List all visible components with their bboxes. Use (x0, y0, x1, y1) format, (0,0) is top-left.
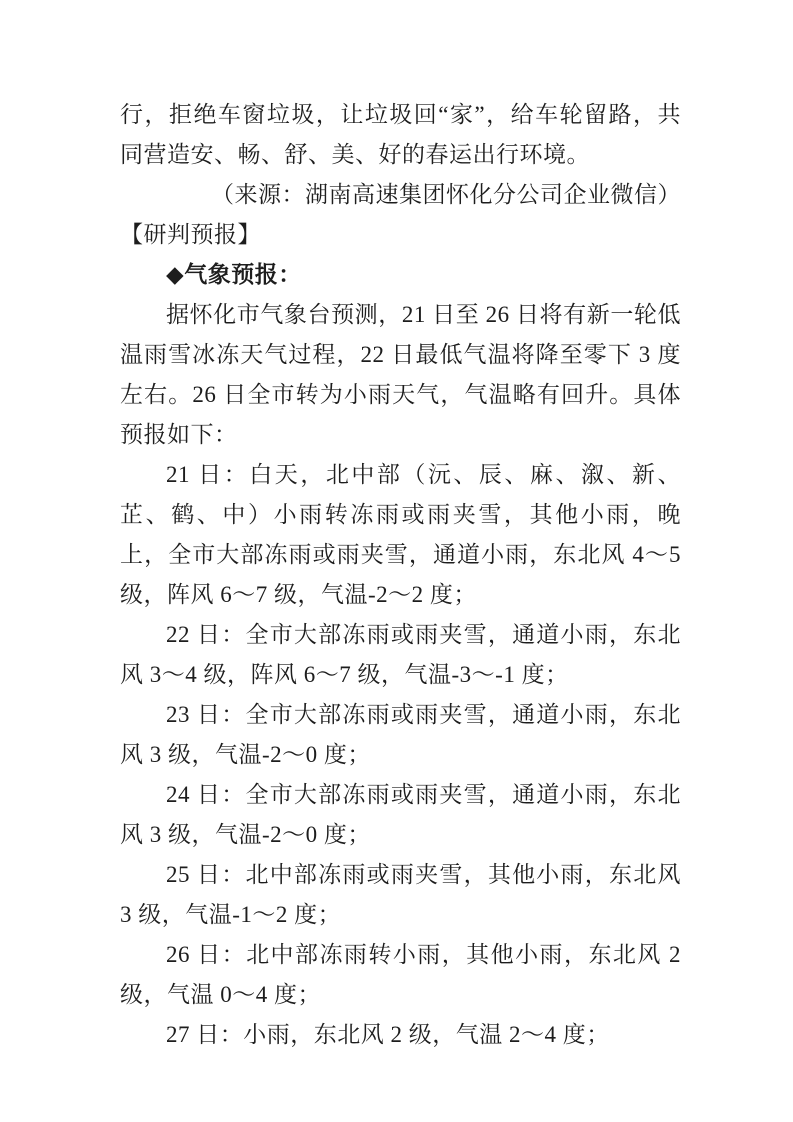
forecast-day-27: 27 日：小雨，东北风 2 级，气温 2～4 度； (166, 1022, 610, 1047)
forecast-day-21: 21 日：白天，北中部（沅、辰、麻、溆、新、芷、鹤、中）小雨转冻雨或雨夹雪，其他小雨，晚上，全市大部冻雨或雨夹雪，通道小雨，东北风 4～5 级，阵风 6～7 级，气温-2～2 度； (120, 462, 681, 607)
paragraph-continuation: 行，拒绝车窗垃圾，让垃圾回“家”，给车轮留路，共同营造安、畅、舒、美、好的春运出行环境。 (120, 102, 681, 167)
weather-forecast-heading: ◆气象预报： (166, 262, 302, 287)
forecast-day-22: 22 日：全市大部冻雨或雨夹雪，通道小雨，东北风 3～4 级，阵风 6～7 级，气温-3～-1 度； (120, 622, 681, 687)
forecast-day-25: 25 日：北中部冻雨或雨夹雪，其他小雨，东北风 3 级，气温-1～2 度； (120, 862, 681, 927)
forecast-day-26: 26 日：北中部冻雨转小雨，其他小雨，东北风 2 级，气温 0～4 度； (120, 942, 681, 1007)
forecast-day-23: 23 日：全市大部冻雨或雨夹雪，通道小雨，东北风 3 级，气温-2～0 度； (120, 702, 681, 767)
source-attribution: （来源：湖南高速集团怀化分公司企业微信） (211, 182, 681, 207)
forecast-intro-paragraph: 据怀化市气象台预测，21 日至 26 日将有新一轮低温雨雪冰冻天气过程，22 日最低气温将降至零下 3 度左右。26 日全市转为小雨天气，气温略有回升。具体预报如下： (120, 302, 681, 447)
forecast-day-24: 24 日：全市大部冻雨或雨夹雪，通道小雨，东北风 3 级，气温-2～0 度； (120, 782, 681, 847)
section-header-forecast: 【研判预报】 (120, 222, 261, 247)
